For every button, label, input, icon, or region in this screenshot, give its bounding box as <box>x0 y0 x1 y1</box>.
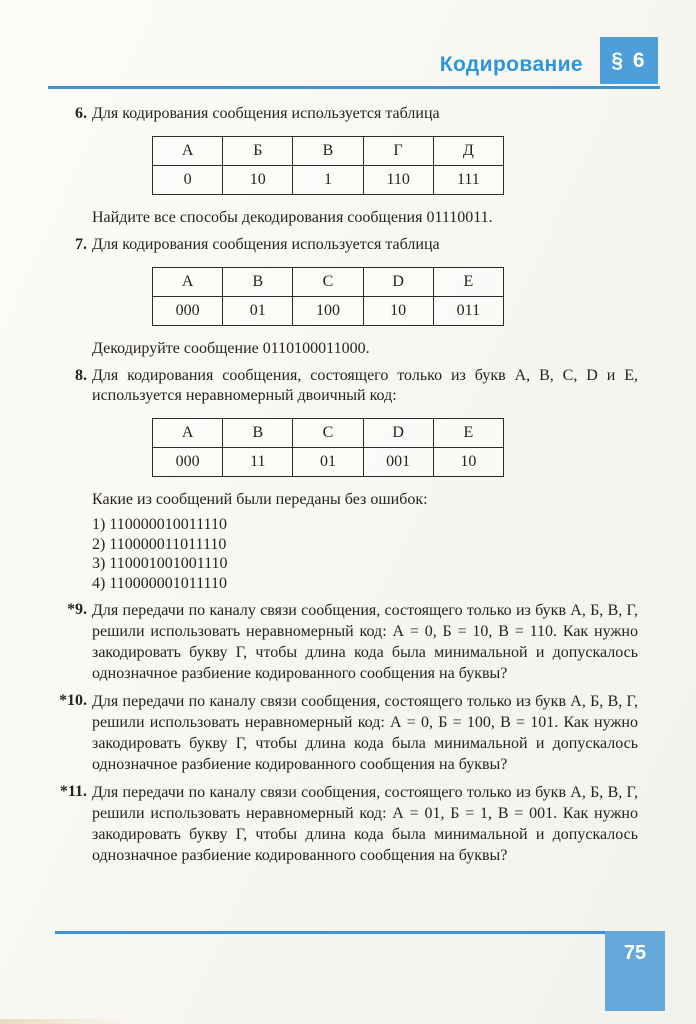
option-item: 3) 110001001001110 <box>92 555 228 572</box>
table-value-row <box>153 448 504 477</box>
problem-8 <box>55 366 638 593</box>
problem-text: Для передачи по каналу связи сообщения, состоящего только из букв А, Б, В, Г, решили использовать неравномерный код: А = 01, Б = 1, В = 001. Как нужно закодировать букву Г, чтобы длина кода была минимальной и допускалось однозначное разбиение кодированного сообщения на буквы? <box>92 784 638 864</box>
table-header-cell: B <box>223 419 293 448</box>
problem-text: Для кодирования сообщения используется таблица <box>92 236 440 253</box>
footer-rule <box>55 931 605 934</box>
table-value-cell: 10 <box>433 448 503 477</box>
table-header-cell: А <box>153 137 223 166</box>
problem-number: 7. <box>75 236 87 253</box>
code-table-6 <box>152 136 504 195</box>
code-table-7 <box>152 267 504 326</box>
table-header-cell: Б <box>223 137 293 166</box>
table-value-cell: 11 <box>223 448 293 477</box>
section-title: Кодирование <box>439 53 583 76</box>
table-header-cell: A <box>153 268 223 297</box>
header-rule <box>48 86 660 89</box>
problem-text: Для передачи по каналу связи сообщения, состоящего только из букв А, Б, В, Г, решили использовать неравномерный код: А = 0, Б = 10, В = 110. Как нужно закодировать букву Г, чтобы длина кода была минимальной и допускалось однозначное разбиение кодированного сообщения на буквы? <box>92 602 638 682</box>
table-value-cell: 1 <box>293 166 363 195</box>
problem-number: *9. <box>67 601 87 618</box>
table-header-row <box>153 268 504 297</box>
page-corner-sliver <box>0 1019 130 1024</box>
followup-text: Декодируйте сообщение 0110100011000. <box>92 340 370 357</box>
problem-11 <box>55 782 638 866</box>
table-header-cell: D <box>363 268 433 297</box>
option-item: 4) 110000001011110 <box>92 574 227 592</box>
question-text: Какие из сообщений были переданы без ошибок: <box>92 491 428 508</box>
table-header-cell: Д <box>433 137 503 166</box>
table-header-cell: E <box>433 419 503 448</box>
table-header-cell: C <box>293 268 363 297</box>
problem-text: Для передачи по каналу связи сообщения, состоящего только из букв А, Б, В, Г, решили использовать неравномерный код: А = 0, Б = 100, В = 101. Как нужно закодировать букву Г, чтобы длина кода была минимальной и допускалось однозначное разбиение кодированного сообщения на буквы? <box>92 693 638 773</box>
problem-text: Для кодирования сообщения, состоящего только из букв A, B, C, D и E, используется неравномерный двоичный код: <box>92 367 638 404</box>
table-header-cell: E <box>433 268 503 297</box>
table-value-cell: 0 <box>153 166 223 195</box>
problems-list <box>55 104 638 873</box>
code-table-8 <box>152 418 504 477</box>
option-item: 1) 110000010011110 <box>92 516 227 533</box>
followup-text: Найдите все способы декодирования сообщения 01110011. <box>92 209 493 226</box>
page-number: 75 <box>623 942 647 964</box>
problem-number: 6. <box>75 105 87 122</box>
problem-9 <box>55 600 638 684</box>
table-value-row <box>153 166 504 195</box>
table-value-cell: 10 <box>223 166 293 195</box>
problem-number: 8. <box>75 367 87 384</box>
table-value-cell: 10 <box>363 297 433 326</box>
problem-6 <box>55 104 638 228</box>
table-header-cell: C <box>293 419 363 448</box>
page-number-block <box>605 931 665 1011</box>
table-value-cell: 001 <box>363 448 433 477</box>
table-header-row <box>153 137 504 166</box>
table-header-cell: A <box>153 419 223 448</box>
options-list <box>92 515 638 593</box>
table-value-cell: 000 <box>153 448 223 477</box>
table-value-cell: 111 <box>433 166 503 195</box>
table-value-row <box>153 297 504 326</box>
table-header-cell: В <box>293 137 363 166</box>
problem-text: Для кодирования сообщения используется таблица <box>92 105 440 122</box>
problem-7 <box>55 235 638 359</box>
table-header-cell: Г <box>363 137 433 166</box>
table-value-cell: 110 <box>363 166 433 195</box>
table-header-cell: D <box>363 419 433 448</box>
problem-number: *11. <box>59 783 87 800</box>
problem-number: *10. <box>59 692 87 709</box>
table-value-cell: 011 <box>433 297 503 326</box>
table-value-cell: 000 <box>153 297 223 326</box>
option-item: 2) 110000011011110 <box>92 535 227 553</box>
table-header-row <box>153 419 504 448</box>
table-value-cell: 100 <box>293 297 363 326</box>
table-value-cell: 01 <box>293 448 363 477</box>
paragraph-badge: § 6 <box>600 37 658 84</box>
table-value-cell: 01 <box>223 297 293 326</box>
problem-10 <box>55 691 638 775</box>
table-header-cell: B <box>223 268 293 297</box>
